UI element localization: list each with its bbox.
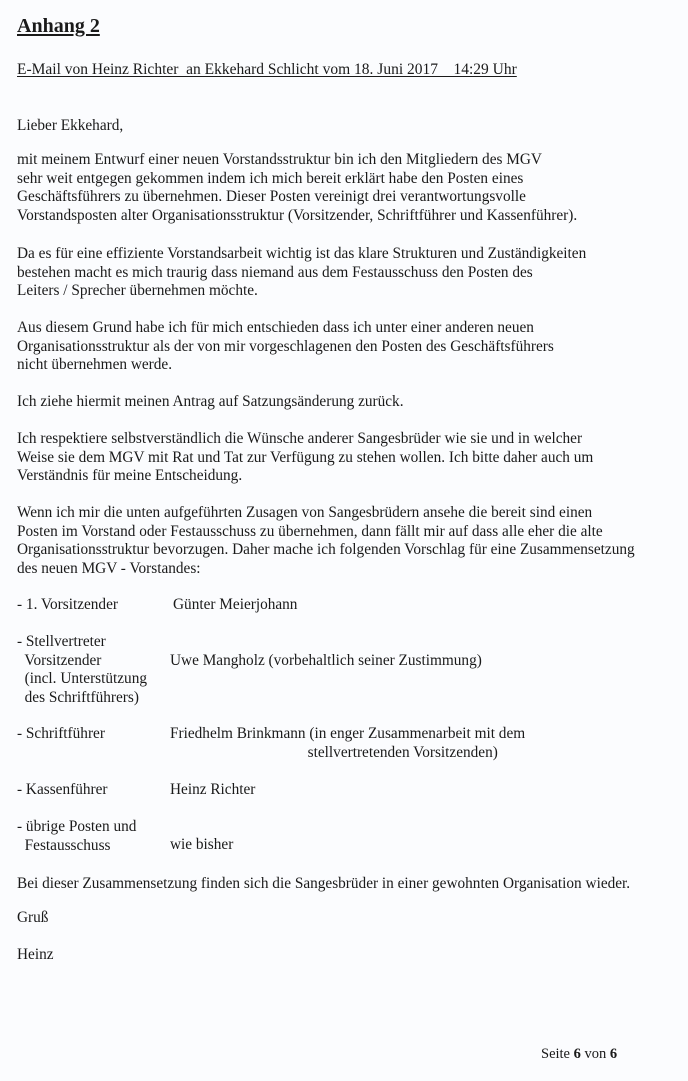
current-page-number: 6 bbox=[573, 1046, 581, 1062]
board-member-name: wie bisher bbox=[170, 836, 234, 853]
email-subject-line: E-Mail von Heinz Richter an Ekkehard Schlicht vom 18. Juni 2017 14:29 Uhr bbox=[17, 61, 517, 78]
board-role: - übrige Posten und Festausschuss bbox=[17, 818, 137, 854]
board-member-name: Heinz Richter bbox=[170, 781, 256, 798]
page-of-label: von bbox=[584, 1046, 607, 1062]
paragraph-3: Aus diesem Grund habe ich für mich entschieden dass ich unter einer anderen neuen Organisationsstruktur als der von mir vorgeschlagenen den Posten des Geschäftsführers nicht übernehmen werde. bbox=[17, 319, 554, 373]
paragraph-4: Ich ziehe hiermit meinen Antrag auf Satzungsänderung zurück. bbox=[17, 393, 404, 410]
total-page-count: 6 bbox=[609, 1046, 618, 1062]
board-member-name: Günter Meierjohann bbox=[173, 596, 298, 613]
board-role: - 1. Vorsitzender bbox=[17, 596, 118, 613]
paragraph-5: Ich respektiere selbstverständlich die Wünsche anderer Sangesbrüder wie sie und in welcher Weise sie dem MGV mit Rat und Tat zur Verfügung zu stehen wollen. Ich bitte daher auch um Verständnis für meine Entscheidung. bbox=[17, 430, 594, 484]
board-role: - Stellvertreter Vorsitzender (incl. Unterstützung des Schriftführers) bbox=[17, 633, 147, 706]
board-member-name: Uwe Mangholz (vorbehaltlich seiner Zustimmung) bbox=[170, 652, 482, 669]
document-title: Anhang 2 bbox=[17, 15, 100, 37]
page-footer bbox=[541, 1046, 617, 1063]
page-label: Seite bbox=[541, 1046, 570, 1062]
paragraph-1: mit meinem Entwurf einer neuen Vorstandsstruktur bin ich den Mitgliedern des MGV sehr weit entgegen gekommen indem ich mich bereit erklärt habe den Posten eines Geschäftsführers zu übernehmen. Dieser Posten vereinigt drei verantwortungsvolle Vorstandsposten alter Organisationsstruktur (Vorsitzender, Schriftführer und Kassenführer). bbox=[17, 151, 578, 224]
closing-paragraph: Bei dieser Zusammensetzung finden sich die Sangesbrüder in einer gewohnten Organisation wieder. bbox=[17, 875, 631, 892]
board-member-name: Friedhelm Brinkmann (in enger Zusammenarbeit mit dem stellvertretenden Vorsitzenden) bbox=[170, 725, 526, 761]
greeting: Gruß bbox=[17, 909, 49, 926]
paragraph-6: Wenn ich mir die unten aufgeführten Zusagen von Sangesbrüdern ansehe die bereit sind einen Posten im Vorstand oder Festausschuss zu übernehmen, dann fällt mir auf dass alle eher die alte Organisationsstruktur bevorzugen. Daher mache ich folgenden Vorschlag für eine Zusammensetzung des neuen MGV - Vorstandes: bbox=[17, 504, 635, 577]
board-role: - Schriftführer bbox=[17, 725, 105, 742]
salutation: Lieber Ekkehard, bbox=[17, 117, 124, 134]
signature: Heinz bbox=[17, 946, 54, 963]
paragraph-2: Da es für eine effiziente Vorstandsarbeit wichtig ist das klare Strukturen und Zuständigkeiten bestehen macht es mich traurig dass niemand aus dem Festausschuss den Posten des Leiters / Sprecher übernehmen möchte. bbox=[17, 245, 587, 299]
board-role: - Kassenführer bbox=[17, 781, 108, 798]
